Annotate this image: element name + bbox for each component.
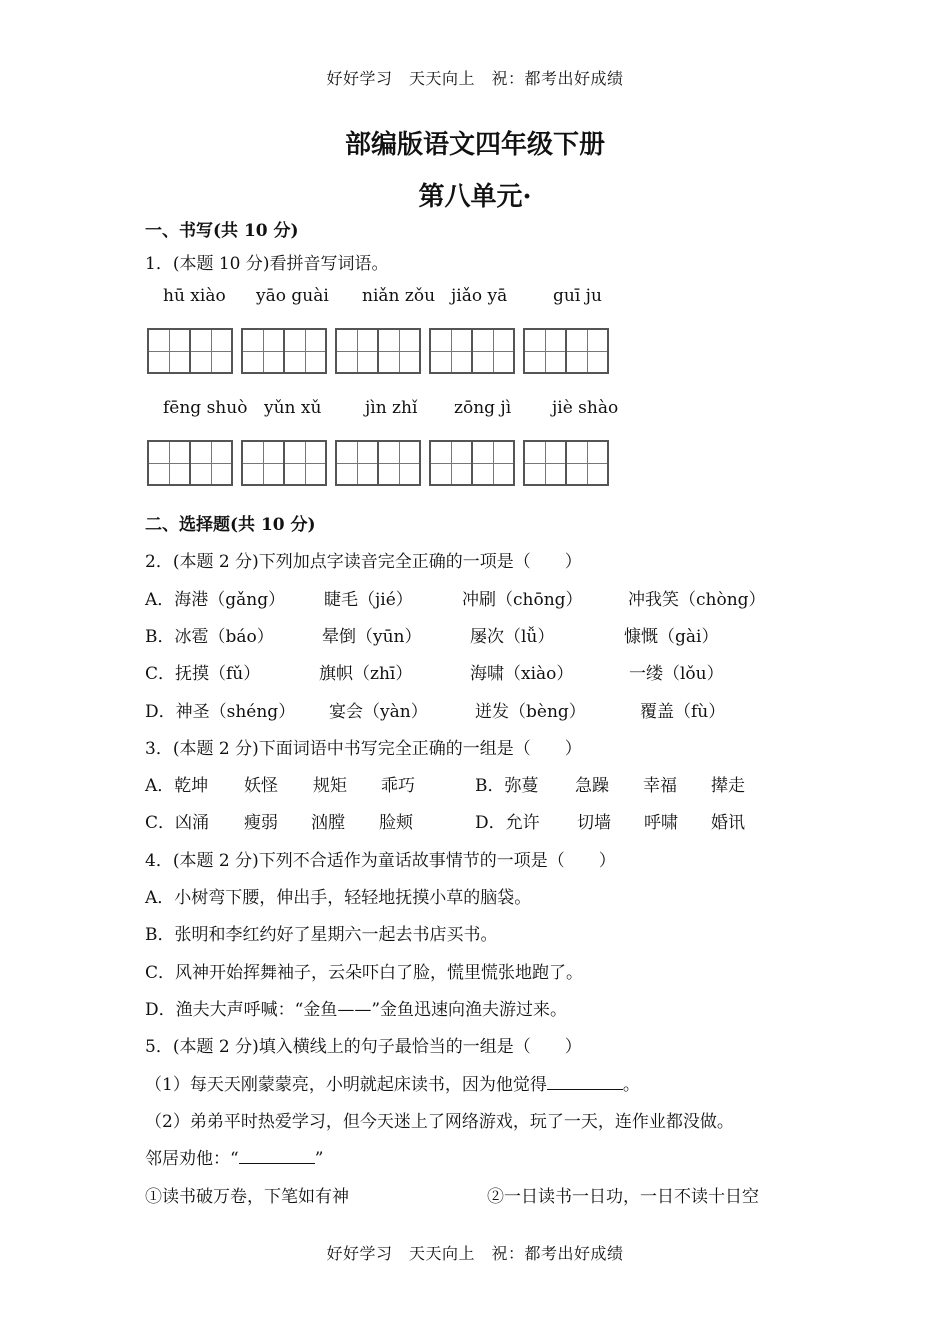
answer-blank[interactable]	[239, 1163, 315, 1164]
writing-grid-row-2	[147, 440, 617, 486]
q3-option-d-4: 婚讯	[711, 813, 745, 833]
q3-option-c-1: C．凶涌	[145, 813, 210, 833]
q3-option-a-4: 乖巧	[381, 776, 415, 796]
page-header: 好好学习 天天向上 祝：都考出好成绩	[326, 69, 624, 88]
q4-option-d: D．渔夫大声呼喊：“金鱼——”金鱼迅速向渔夫游过来。	[145, 1000, 568, 1020]
q2-option-b-4: 慷慨（gài）	[624, 627, 719, 647]
q2-option-d-1: D．神圣（shéng）	[145, 702, 296, 722]
answer-blank[interactable]	[547, 1089, 623, 1090]
q2-option-b-3: 屡次（lǚ）	[470, 627, 555, 647]
q2-option-d-4: 覆盖（fù）	[640, 702, 726, 722]
writing-cell[interactable]	[335, 440, 379, 486]
q2-option-d-2: 宴会（yàn）	[329, 702, 428, 722]
q3-option-c-2: 瘦弱	[244, 813, 278, 833]
section-heading-writing: 一、书写(共 10 分)	[145, 221, 299, 241]
q5-sentence-1	[145, 1070, 640, 1095]
q3-option-d-1: D．允许	[475, 813, 540, 833]
q5-sentence-1-text: （1）每天天刚蒙蒙亮，小明就起床读书，因为他觉得	[145, 1075, 547, 1095]
writing-cell[interactable]	[147, 440, 191, 486]
pinyin-label: fēng shuò	[163, 398, 248, 418]
q2-option-c-3: 海啸（xiào）	[470, 664, 574, 684]
q3-option-a-2: 妖怪	[244, 776, 278, 796]
section-heading-choice: 二、选择题(共 10 分)	[145, 515, 316, 535]
pinyin-label: yāo guài	[256, 286, 329, 306]
q3-option-d-3: 呼啸	[644, 813, 678, 833]
writing-cell[interactable]	[147, 328, 191, 374]
q5-sentence-1-end: 。	[622, 1075, 640, 1095]
writing-cell[interactable]	[471, 440, 515, 486]
writing-cell[interactable]	[283, 440, 327, 486]
q3-option-b-3: 幸福	[643, 776, 677, 796]
q5-sentence-3	[145, 1144, 323, 1169]
writing-cell[interactable]	[471, 328, 515, 374]
pinyin-label: niǎn zǒu	[362, 286, 436, 306]
q3-option-a-3: 规矩	[313, 776, 347, 796]
q2-option-a-1: A．海港（gǎng）	[145, 590, 286, 610]
writing-cell[interactable]	[189, 328, 233, 374]
page-footer: 好好学习 天天向上 祝：都考出好成绩	[326, 1244, 624, 1263]
q3-option-d-2: 切墙	[577, 813, 611, 833]
writing-cell[interactable]	[189, 440, 233, 486]
writing-cell[interactable]	[335, 328, 379, 374]
q3-option-b-2: 急躁	[575, 776, 609, 796]
writing-grid-row-1	[147, 328, 617, 374]
q2-option-a-3: 冲刷（chōng）	[462, 590, 583, 610]
pinyin-label: jìn zhǐ	[365, 398, 418, 418]
writing-cell[interactable]	[565, 440, 609, 486]
q5-choice-1: ①读书破万卷，下笔如有神	[145, 1187, 349, 1207]
page-title: 部编版语文四年级下册	[344, 130, 605, 160]
q4-option-a: A．小树弯下腰，伸出手，轻轻地抚摸小草的脑袋。	[145, 888, 532, 908]
q5-sentence-2: （2）弟弟平时热爱学习，但今天迷上了网络游戏，玩了一天，连作业都没做。	[145, 1112, 734, 1132]
writing-cell[interactable]	[523, 328, 567, 374]
writing-cell[interactable]	[377, 328, 421, 374]
q2-option-c-4: 一缕（lǒu）	[629, 664, 724, 684]
q4-option-c: C．风神开始挥舞袖子，云朵吓白了脸，慌里慌张地跑了。	[145, 963, 584, 983]
q3-option-b-4: 撵走	[711, 776, 745, 796]
q4-option-b: B．张明和李红约好了星期六一起去书店买书。	[145, 925, 498, 945]
pinyin-label: jiǎo yā	[451, 286, 508, 306]
q2-option-b-2: 晕倒（yūn）	[322, 627, 422, 647]
q2-option-c-2: 旗帜（zhī）	[319, 664, 413, 684]
pinyin-label: zōng jì	[454, 398, 512, 418]
q3-option-c-4: 脸颊	[379, 813, 413, 833]
pinyin-label: jiè shào	[552, 398, 619, 418]
question-5-stem: 5．(本题 2 分)填入横线上的句子最恰当的一组是（ ）	[145, 1037, 582, 1057]
pinyin-label: hū xiào	[163, 286, 226, 306]
pinyin-label: yǔn xǔ	[264, 398, 322, 418]
q5-choice-2: ②一日读书一日功，一日不读十日空	[487, 1187, 759, 1207]
q2-option-a-4: 冲我笑（chòng）	[628, 590, 766, 610]
q2-option-d-3: 迸发（bèng）	[475, 702, 586, 722]
writing-cell[interactable]	[241, 328, 285, 374]
question-4-stem: 4．(本题 2 分)下列不合适作为童话故事情节的一项是（ ）	[145, 851, 616, 871]
pinyin-label: guī ju	[553, 286, 602, 306]
question-1-stem: 1．(本题 10 分)看拼音写词语。	[145, 254, 389, 274]
q3-option-b-1: B．弥蔓	[475, 776, 539, 796]
writing-cell[interactable]	[241, 440, 285, 486]
writing-cell[interactable]	[377, 440, 421, 486]
question-3-stem: 3．(本题 2 分)下面词语中书写完全正确的一组是（ ）	[145, 739, 582, 759]
q2-option-c-1: C．抚摸（fǔ）	[145, 664, 261, 684]
q3-option-c-3: 汹膛	[311, 813, 345, 833]
q5-sentence-3-end: ”	[314, 1149, 324, 1169]
page-subtitle: 第八单元·	[418, 182, 532, 212]
writing-cell[interactable]	[429, 440, 473, 486]
q2-option-b-1: B．冰雹（báo）	[145, 627, 274, 647]
writing-cell[interactable]	[429, 328, 473, 374]
question-2-stem: 2．(本题 2 分)下列加点字读音完全正确的一项是（ ）	[145, 552, 582, 572]
writing-cell[interactable]	[565, 328, 609, 374]
q3-option-a-1: A．乾坤	[145, 776, 209, 796]
q5-sentence-3-text: 邻居劝他：“	[145, 1149, 239, 1169]
writing-cell[interactable]	[523, 440, 567, 486]
writing-cell[interactable]	[283, 328, 327, 374]
q2-option-a-2: 睫毛（jié）	[324, 590, 413, 610]
